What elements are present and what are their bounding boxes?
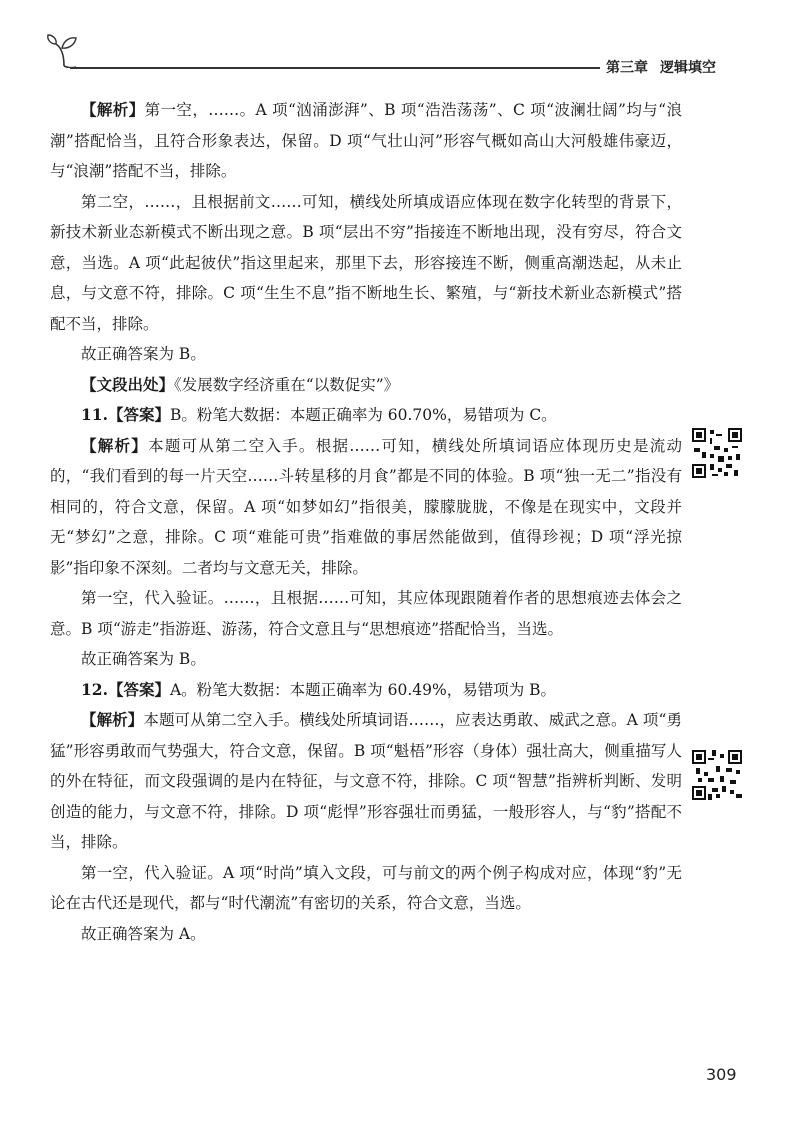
paragraph-answer-12 (50, 919, 682, 950)
paragraph-text: 本题可从第二空入手。根据……可知，横线处所填词语应体现历史是流动的，“我们看到的每一片天空……斗转星移的月食”都是不同的体验。B 项“独一无二”指没有相同的，符合文意，保留。A 项“如梦如幻”指很美，朦朦胧胧，不像是在现实中，文段并无“梦幻”之意，排除。C 项“难能可贵”指难做的事居然能做到，值得珍视；D 项“浮光掠影”指印象不深刻。二者均与文意无关，排除。 (50, 436, 682, 577)
paragraph-q11-first-blank (50, 583, 682, 644)
analysis-label: 【解析】 (81, 435, 149, 455)
paragraph-answer-11 (50, 644, 682, 675)
qr-code-icon[interactable] (692, 428, 742, 478)
header-rule (70, 67, 600, 69)
paragraph-second-blank (50, 187, 682, 340)
chapter-name: 逻辑填空 (660, 60, 716, 76)
paragraph-answer-10 (50, 339, 682, 370)
paragraph-text: A。粉笔大数据：本题正确率为 60.49%，易错项为 B。 (169, 680, 557, 699)
page-header (0, 0, 800, 80)
chapter-title (606, 57, 728, 77)
paragraph-text: 第一空，……。A 项“汹涌澎湃”、B 项“浩浩荡荡”、C 项“波澜壮阔”均与“浪潮”搭配恰当，且符合形象表达，保留。D 项“气壮山河”形容气概如高山大河般雄伟豪迈，与“浪潮”搭配不当，排除。 (50, 101, 682, 180)
paragraph-source (50, 370, 682, 401)
source-label: 【文段出处】 (81, 374, 175, 394)
paragraph-text: 故正确答案为 B。 (81, 345, 206, 363)
paragraph-q11-answer (50, 400, 682, 431)
paragraph-q11-analysis (50, 431, 682, 584)
sprout-icon (46, 32, 86, 68)
paragraph-text: 故正确答案为 B。 (81, 650, 206, 668)
paragraph-text: 第一空，代入验证。A 项“时尚”填入文段，可与前文的两个例子构成对应，体现“豹”无论在古代还是现代，都与“时代潮流”有密切的关系，符合文意，当选。 (50, 863, 682, 912)
answer-label: 12.【答案】 (81, 679, 170, 699)
page-body (50, 95, 682, 949)
paragraph-text: 本题可从第二空入手。横线处所填词语……，应表达勇敢、威武之意。A 项“勇猛”形容勇敢而气势强大，符合文意，保留。B 项“魁梧”形容（身体）强壮高大，侧重描写人的外在特征，而文段强调的是内在特征，与文意不符，排除。C 项“智慧”指辨析判断、发明创造的能力，与文意不符，排除。D 项“彪悍”形容强壮而勇猛，一般形容人，与“豹”搭配不当，排除。 (50, 711, 682, 851)
chapter-number: 第三章 (606, 60, 648, 76)
analysis-label: 【解析】 (81, 710, 144, 729)
qr-code-icon[interactable] (692, 750, 742, 800)
paragraph-q12-first-blank (50, 858, 682, 919)
page-number: 309 (706, 1065, 737, 1084)
paragraph-q12-analysis (50, 705, 682, 858)
paragraph-text: 第一空，代入验证。……，且根据……可知，其应体现跟随着作者的思想痕迹去体会之意。B 项“游走”指游逛、游荡，符合文意且与“思想痕迹”搭配恰当，当选。 (50, 589, 682, 638)
paragraph-text: 故正确答案为 A。 (81, 924, 206, 943)
answer-label: 11.【答案】 (81, 405, 170, 424)
paragraph-q12-answer (50, 675, 682, 706)
paragraph-text: 《发展数字经济重在“以数促实”》 (174, 375, 400, 394)
analysis-label: 【解析】 (81, 100, 145, 119)
paragraph-text: B。粉笔大数据：本题正确率为 60.70%，易错项为 C。 (169, 406, 557, 424)
paragraph-text: 第二空，……，且根据前文……可知，横线处所填成语应体现在数字化转型的背景下，新技术新业态新模式不断出现之意。B 项“层出不穷”指接连不断地出现，没有穷尽，符合文意，当选。A 项“此起彼伏”指这里起来，那里下去，形容接连不断，侧重高潮迭起，从未止息，与文意不符，排除。C 项“生生不息”指不断地生长、繁殖，与“新技术新业态新模式”搭配不当，排除。 (50, 192, 682, 333)
paragraph-analysis-10 (50, 95, 682, 187)
